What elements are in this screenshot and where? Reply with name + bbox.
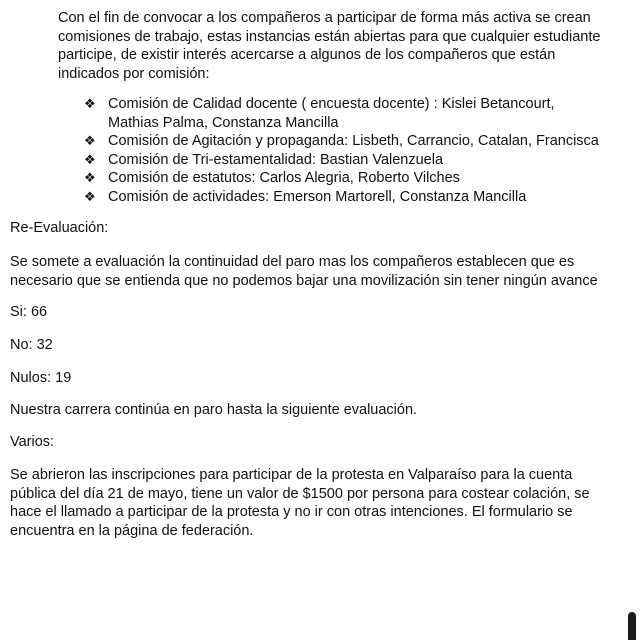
commission-item bbox=[84, 188, 604, 207]
commission-item bbox=[84, 132, 604, 151]
varios-paragraph: Se abrieron las inscripciones para participar de la protesta en Valparaíso para la cuenta pública del día 21 de mayo, tiene un valor de $1500 por persona para costear colación, se hace el llamado a participar de la protesta y no ir con otras intenciones. El formulario se encuentra en la página de federación. bbox=[10, 467, 590, 539]
reevaluation-paragraph: Se somete a evaluación la continuidad del paro mas los compañeros establecen que es necesario que se entienda que no podemos bajar una movilización sin tener ningún avance bbox=[10, 254, 598, 289]
scrollbar-thumb[interactable] bbox=[628, 612, 636, 640]
commission-text: Comisión de Tri-estamentalidad: Bastian Valenzuela bbox=[108, 151, 444, 168]
commission-item bbox=[84, 169, 604, 188]
commission-text: Comisión de estatutos: Carlos Alegria, Roberto Vilches bbox=[108, 170, 460, 186]
commission-text: Comisión de actividades: Emerson Martorell, Constanza Mancilla bbox=[108, 188, 527, 205]
commission-item bbox=[84, 151, 604, 170]
vote-no: No: 32 bbox=[10, 337, 53, 353]
commission-item bbox=[84, 95, 604, 132]
diamond-bullet-icon: ❖ bbox=[84, 96, 96, 111]
commission-text: Comisión de Calidad docente ( encuesta docente) : Kislei Betancourt, Mathias Palma, Constanza Mancilla bbox=[108, 96, 555, 131]
vote-yes: Si: 66 bbox=[10, 304, 48, 320]
commission-text: Comisión de Agitación y propaganda: Lisbeth, Carrancio, Catalan, Francisca bbox=[108, 133, 599, 149]
commission-list bbox=[84, 95, 604, 206]
intro-paragraph: Con el fin de convocar a los compañeros a participar de forma más activa se crean comisiones de trabajo, estas instancias están abiertas para que cualquier estudiante participe, de existir interés acercarse a algunos de los compañeros que están indicados por comisión: bbox=[58, 10, 601, 82]
varios-heading: Varios: bbox=[10, 434, 55, 450]
reevaluation-heading: Re-Evaluación: bbox=[10, 220, 109, 236]
diamond-bullet-icon: ❖ bbox=[84, 133, 96, 148]
vote-result: Nuestra carrera continúa en paro hasta la siguiente evaluación. bbox=[10, 402, 418, 418]
vote-null: Nulos: 19 bbox=[10, 370, 72, 386]
diamond-bullet-icon: ❖ bbox=[84, 188, 96, 204]
diamond-bullet-icon: ❖ bbox=[84, 170, 96, 185]
diamond-bullet-icon: ❖ bbox=[84, 151, 96, 167]
